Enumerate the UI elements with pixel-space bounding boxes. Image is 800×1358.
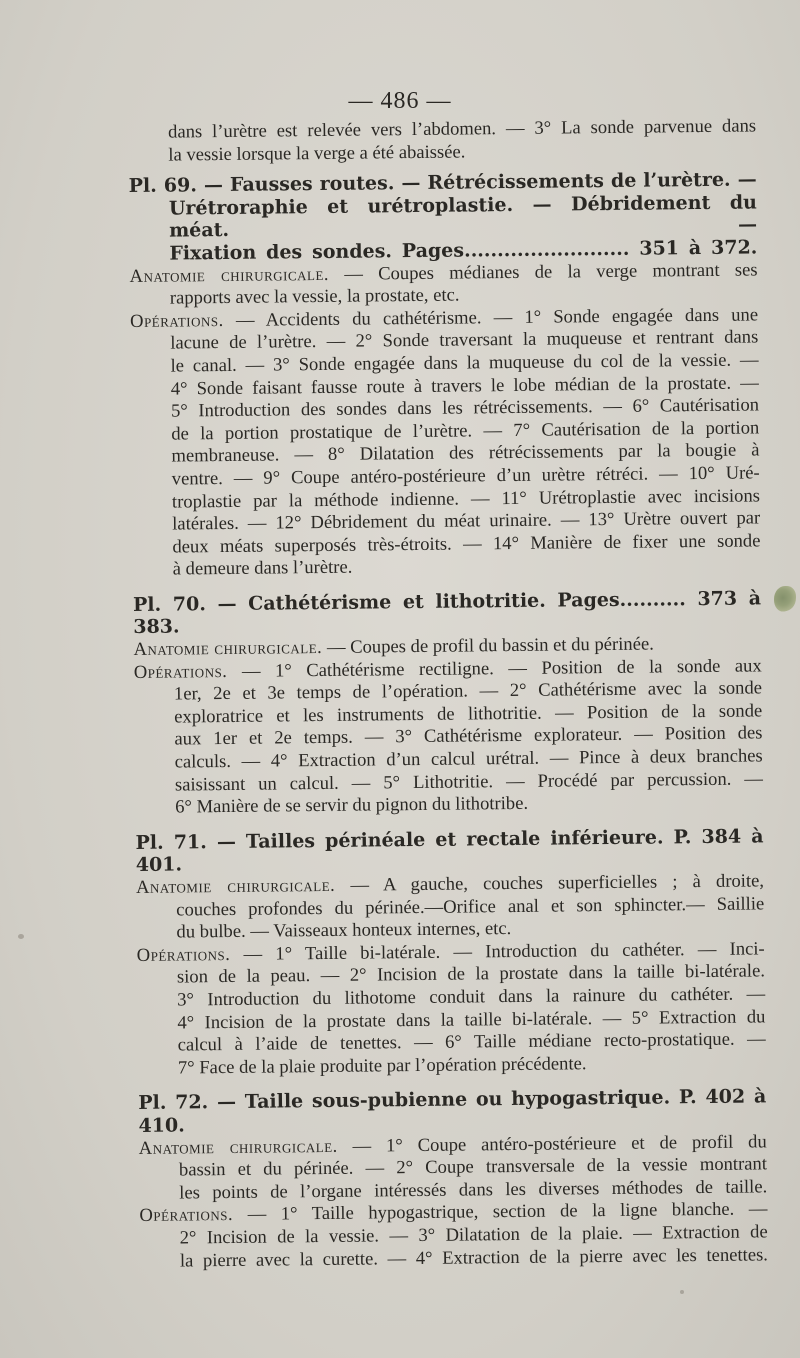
text-line: 4° Sonde faisant fausse route à travers le lobe médian de la prostate. — xyxy=(170,371,759,400)
text-line: exploratrice et les instruments de lithotritie. — Position de la sonde xyxy=(174,700,763,728)
heading-line: Pl. 71. — Tailles périnéale et rectale inférieure. P. 384 à 401. xyxy=(135,825,764,877)
operations-paragraph xyxy=(137,938,766,1080)
text-line: le canal. — 3° Sonde engagée dans la muqueuse du col de la vessie. — xyxy=(170,349,759,377)
text-line: 5° Introduction des sondes dans les rétrécissements. — 6° Cautérisation xyxy=(170,394,760,422)
text-line: lacune de l’urètre. — 2° Sonde traversant la muqueuse et rentrant dans xyxy=(170,326,759,354)
text-line: bassin et du périnée. — 2° Coupe transversale de la vessie montrant xyxy=(178,1153,768,1181)
text-line: deux méats superposés très-étroits. — 14° Manière de fixer une sonde xyxy=(172,530,761,558)
text-line: couches profondes du périnée.—Orifice anal et son sphincter.— Saillie xyxy=(176,892,765,921)
text-line: calcul à l’aide de tenettes. — 6° Taille médiane recto-prostatique. — xyxy=(177,1028,766,1056)
operations-paragraph xyxy=(130,304,761,582)
text-line: 6° Manière de se servir du pignon du lithotribe. xyxy=(175,793,529,818)
plate-heading xyxy=(135,825,763,877)
plate-section-69 xyxy=(129,169,761,582)
text-line: 2° Incision de la vessie. — 3° Dilatation de la plaie. — Extraction de xyxy=(179,1221,768,1249)
text-line: saisissant un calcul. — 5° Lithotritie. — Procédé par percussion. — xyxy=(174,768,764,796)
heading-line: Urétroraphie et urétroplastie. — Débridement du méat. — xyxy=(168,191,758,242)
paragraph-label: Anatomie chirurgicale. xyxy=(129,263,330,287)
text-line: rapports avec la vessie, la prostate, etc. xyxy=(169,284,460,309)
text-line: — Accidents du cathétérisme. — 1° Sonde engagée dans une xyxy=(235,304,759,331)
text-line: 4° Incision de la prostate dans la taille bi-latérale. — 5° Extraction du xyxy=(177,1005,766,1034)
heading-line: Fixation des sondes. Pages......................... 351 à 372. xyxy=(169,236,758,265)
text-line: ventre. — 9° Coupe antéro-postérieure d’un urètre rétréci. — 10° Uré- xyxy=(171,462,760,490)
text-line: 3° Introduction du lithotome conduit dans la rainure du cathéter. — xyxy=(177,983,766,1011)
heading-line: Pl. 72. — Taille sous-pubienne ou hypogastrique. P. 402 à 410. xyxy=(138,1085,767,1137)
paragraph-label: Opérations. xyxy=(136,943,231,966)
plate-heading xyxy=(129,169,758,266)
text-line: troplastie par la méthode indienne. — 11° Urétroplastie avec incisions xyxy=(171,484,761,513)
intro-paragraph xyxy=(128,115,756,167)
text-line: 7° Face de la plaie produite par l’opération précédente. xyxy=(177,1053,587,1079)
text-line: — 1° Coupe antéro-postérieure et de profil du xyxy=(352,1130,767,1157)
text-line: latérales. — 12° Débridement du méat urinaire. — 13° Urètre ouvert par xyxy=(172,507,761,535)
text-line: sion de la peau. — 2° Incision de la prostate dans la taille bi-latérale. xyxy=(176,960,766,988)
text-line: la vessie lorsque la verge a été abaissée. xyxy=(168,141,466,166)
text-line: — 1° Cathétérisme rectiligne. — Position de la sonde aux xyxy=(241,655,762,682)
paragraph-label: Anatomie chirurgicale. xyxy=(138,1135,338,1159)
text-line: 1er, 2e et 3e temps de l’opération. — 2° Cathétérisme avec la sonde xyxy=(173,677,763,705)
paragraph-label: Anatomie chirurgicale. xyxy=(135,874,336,898)
plate-heading xyxy=(138,1086,766,1138)
paragraph-label: Opérations. xyxy=(139,1204,234,1227)
text-line: — Coupes de profil du bassin et du périnée. xyxy=(326,633,654,659)
paper-stain-icon xyxy=(774,586,796,612)
text-line: membraneuse. — 8° Dilatation des rétrécissements par la bougie à xyxy=(171,439,760,467)
text-line: — 1° Taille bi-latérale. — Introduction du cathéter. — Inci- xyxy=(243,938,765,965)
text-line: aux 1er et 2e temps. — 3° Cathétérisme explorateur. — Position des xyxy=(174,722,763,750)
paper-spot xyxy=(18,934,24,939)
text-line: — 1° Taille hypogastrique, section de la ligne blanche. — xyxy=(247,1198,768,1226)
text-line: — Coupes médianes de la verge montrant ses xyxy=(344,258,758,285)
page-number: — 486 — xyxy=(348,88,452,114)
paragraph-label: Opérations. xyxy=(129,309,224,332)
paragraph-label: Opérations. xyxy=(133,660,228,683)
anatomy-paragraph xyxy=(130,259,758,311)
page-content xyxy=(128,115,768,1273)
text-line: du bulbe. — Vaisseaux honteux internes, etc. xyxy=(176,918,512,943)
anatomy-paragraph xyxy=(136,870,765,944)
text-line: calculs. — 4° Extraction d’un calcul urétral. — Pince à deux branches xyxy=(174,745,763,773)
plate-heading xyxy=(133,587,761,639)
text-line: à demeure dans l’urètre. xyxy=(172,556,353,580)
text-line: dans l’urètre est relevée vers l’abdomen. — 3° La sonde parvenue dans xyxy=(167,115,757,143)
text-line: les points de l’organe intéressés dans les diverses méthodes de taille. xyxy=(179,1176,768,1204)
plate-section-72 xyxy=(138,1086,768,1273)
text-line: de la portion prostatique de l’urètre. — 7° Cautérisation de la portion xyxy=(171,417,760,445)
plate-section-71 xyxy=(135,825,766,1080)
plate-section-70 xyxy=(133,587,763,820)
heading-line: Pl. 69. — Fausses routes. — Rétrécissements de l’urètre. — xyxy=(128,168,757,198)
anatomy-paragraph xyxy=(139,1131,768,1205)
heading-line: Pl. 70. — Cathétérisme et lithotritie. Pages.......... 373 à 383. xyxy=(132,587,762,639)
paper-spot xyxy=(680,1290,684,1294)
operations-paragraph xyxy=(139,1199,768,1273)
text-line: — A gauche, couches superficielles ; à droite, xyxy=(350,870,765,896)
operations-paragraph xyxy=(134,655,764,820)
text-line: la pierre avec la curette. — 4° Extraction de la pierre avec les tenettes. xyxy=(179,1243,769,1272)
paragraph-label: Anatomie chirurgicale. xyxy=(133,637,323,661)
